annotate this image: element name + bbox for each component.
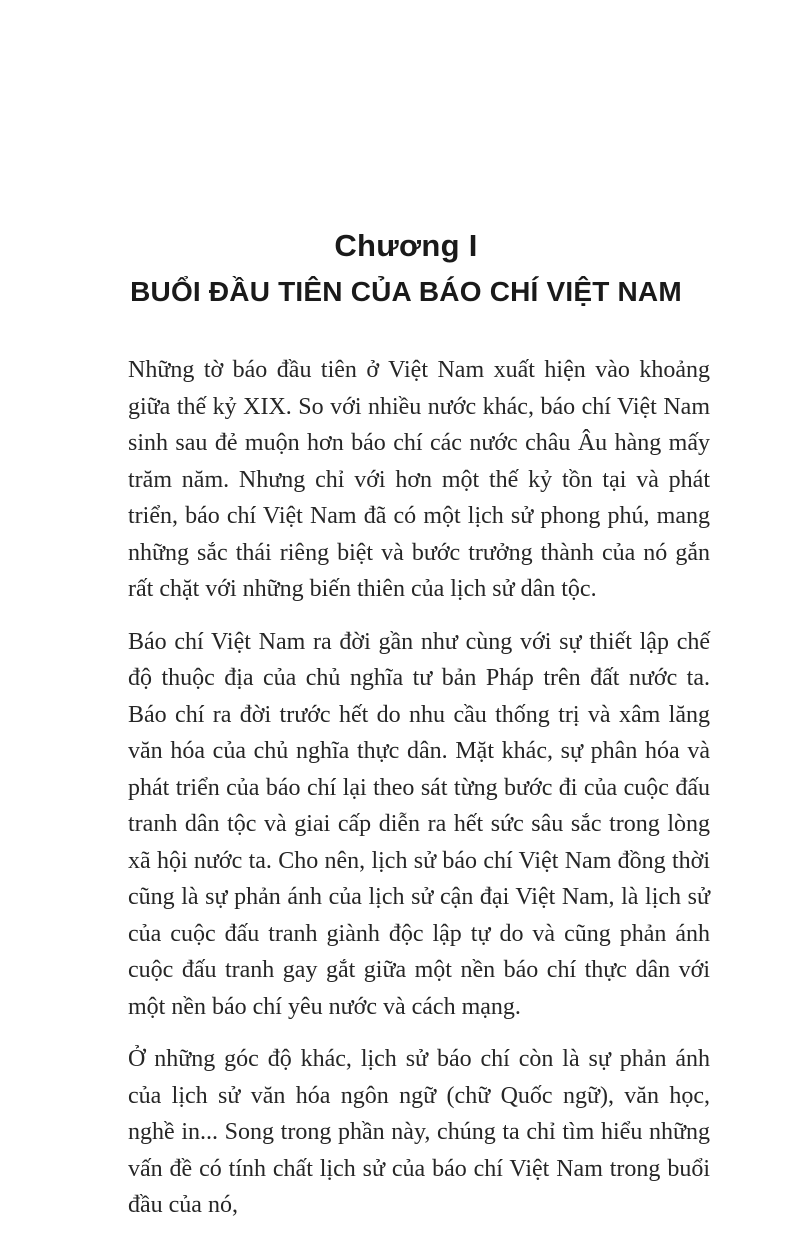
chapter-body [128, 352, 710, 1240]
chapter-heading [0, 226, 800, 312]
paragraph-2: Báo chí Việt Nam ra đời gần như cùng với sự thiết lập chế độ thuộc địa của chủ nghĩa tư bản Pháp trên đất nước ta. Báo chí ra đời trước hết do nhu cầu thống trị và xâm lăng văn hóa của chủ nghĩa thực dân. Mặt khác, sự phân hóa và phát triển của báo chí lại theo sát từng bước đi của cuộc đấu tranh dân tộc và giai cấp diễn ra hết sức sâu sắc trong lòng xã hội nước ta. Cho nên, lịch sử báo chí Việt Nam đồng thời cũng là sự phản ánh của lịch sử cận đại Việt Nam, là lịch sử của cuộc đấu tranh giành độc lập tự do và cũng phản ánh cuộc đấu tranh gay gắt giữa một nền báo chí thực dân với một nền báo chí yêu nước và cách mạng. [128, 628, 710, 1020]
paragraph-3: Ở những góc độ khác, lịch sử báo chí còn là sự phản ánh của lịch sử văn hóa ngôn ngữ (chữ Quốc ngữ), văn học, nghề in... Song trong phần này, chúng ta chỉ tìm hiểu những vấn đề có tính chất lịch sử của báo chí Việt Nam trong buổi đầu của nó, [128, 1046, 710, 1218]
paragraph-1: Những tờ báo đầu tiên ở Việt Nam xuất hiện vào khoảng giữa thế kỷ XIX. So với nhiều nước khác, báo chí Việt Nam sinh sau đẻ muộn hơn báo chí các nước châu Âu hàng mấy trăm năm. Nhưng chỉ với hơn một thế kỷ tồn tại và phát triển, báo chí Việt Nam đã có một lịch sử phong phú, mang những sắc thái riêng biệt và bước trưởng thành của nó gắn rất chặt với những biến thiên của lịch sử dân tộc. [128, 357, 710, 602]
chapter-label: Chương I [334, 228, 478, 263]
chapter-title: BUỔI ĐẦU TIÊN CỦA BÁO CHÍ VIỆT NAM [130, 276, 682, 307]
